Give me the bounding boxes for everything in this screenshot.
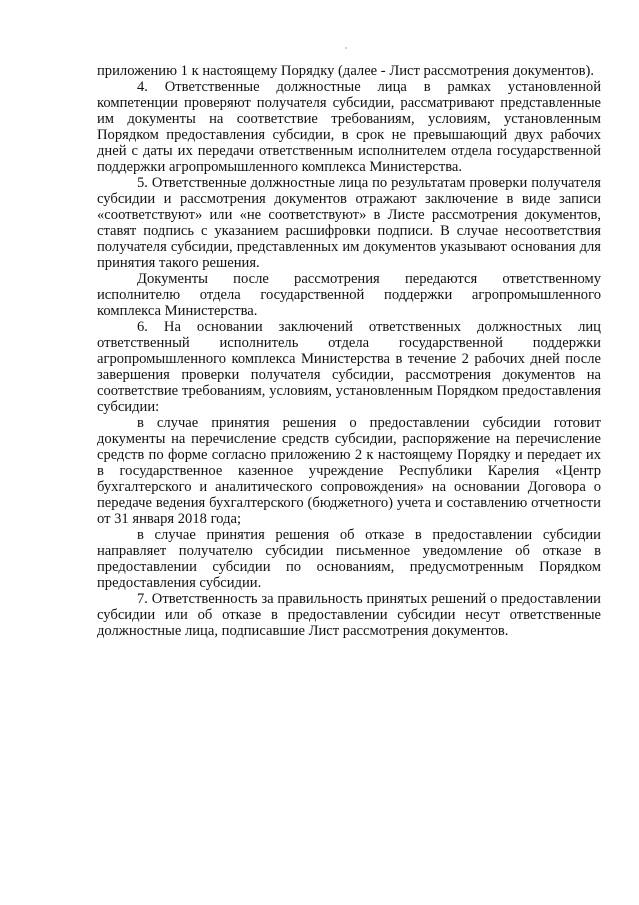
- paragraph-refusal-decision: в случае принятия решения об отказе в предоставлении субсидии направляет получателю субсидии письменное уведомление об отказе в предоставлении субсидии по основаниям, предусмотренным Порядком предоставления субсидии.: [97, 527, 601, 591]
- document-page: [97, 63, 601, 639]
- paragraph-continuation: приложению 1 к настоящему Порядку (далее - Лист рассмотрения документов).: [97, 63, 595, 79]
- paragraph-item-4: 4. Ответственные должностные лица в рамках установленной компетенции проверяют получателя субсидии, рассматривают представленные им документы на соответствие требованиям, условиям, установленным Порядком предоставления субсидии, в срок не превышающий двух рабочих дней с даты их передачи ответственным исполнителем отдела государственной поддержки агропромышленного комплекса Министерства.: [97, 79, 601, 175]
- paragraph-grant-decision: в случае принятия решения о предоставлении субсидии готовит документы на перечисление средств субсидии, распоряжение на перечисление средств по форме согласно приложению 2 к настоящему Порядку и передает их в государственное казенное учреждение Республики Карелия «Центр бухгалтерского и аналитического сопровождения» на основании Договора о передаче ведения бухгалтерского (бюджетного) учета и составлению отчетности от 31 января 2018 года;: [97, 415, 601, 527]
- paragraph-item-5: 5. Ответственные должностные лица по результатам проверки получателя субсидии и рассмотрения документов отражают заключение в виде записи «соответствуют» или «не соответствуют» в Листе рассмотрения документов, ставят подпись с указанием расшифровки подписи. В случае несоответствия получателя субсидии, представленных им документов указывают основания для принятия такого решения.: [97, 175, 601, 271]
- paragraph-item-7: 7. Ответственность за правильность принятых решений о предоставлении субсидии или об отказе в предоставлении субсидии несут ответственные должностные лица, подписавшие Лист рассмотрения документов.: [97, 591, 601, 639]
- scan-speck: [345, 47, 347, 49]
- paragraph-documents-transfer: Документы после рассмотрения передаются ответственному исполнителю отдела государственной поддержки агропромышленного комплекса Министерства.: [97, 271, 601, 319]
- paragraph-item-6: 6. На основании заключений ответственных должностных лиц ответственный исполнитель отдела государственной поддержки агропромышленного комплекса Министерства в течение 2 рабочих дней после завершения проверки получателя субсидии, рассмотрения документов на соответствие требованиям, условиям, установленным Порядком предоставления субсидии:: [97, 319, 601, 415]
